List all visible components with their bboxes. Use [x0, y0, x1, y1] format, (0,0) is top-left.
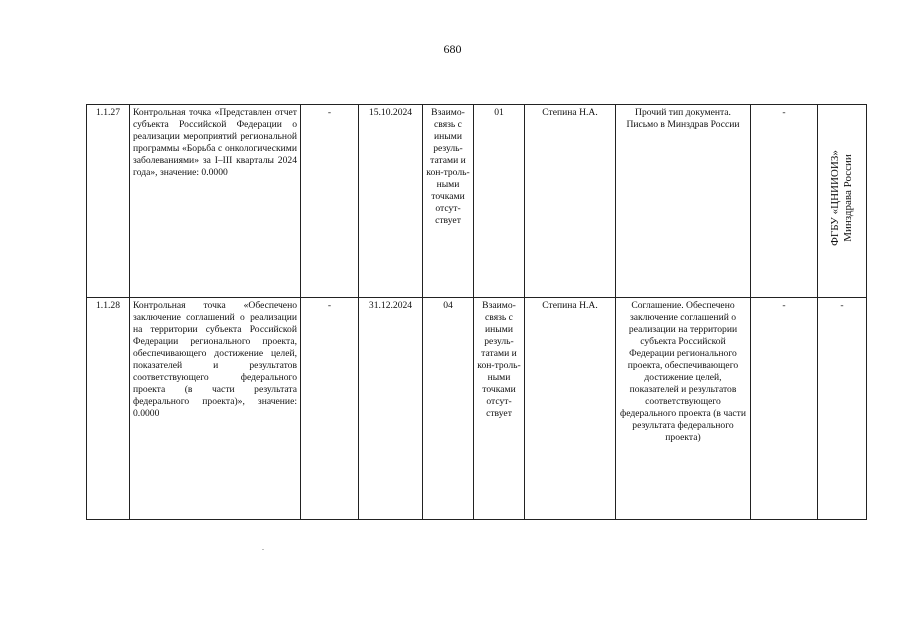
start-date: -: [301, 105, 359, 298]
organization-cell: -: [818, 298, 867, 520]
organization-cell: [818, 105, 867, 298]
page-number: 680: [443, 42, 462, 56]
control-point-code: 01: [474, 105, 525, 298]
document-type: Соглашение. Обеспечено заключение соглашений о реализации на территории субъекта Российской Федерации регионального проекта, обеспечивающего достижение целей, показателей и результатов соответствующего федерального проекта (в части результата федерального проекта): [616, 298, 751, 520]
row-number: 1.1.27: [87, 105, 130, 298]
start-date: -: [301, 298, 359, 520]
end-date: 31.12.2024: [359, 298, 423, 520]
organization-line-1: ФГБУ «ЦНИИОИЗ»: [829, 150, 841, 246]
row-number: 1.1.28: [87, 298, 130, 520]
control-point-name: Контрольная точка «Представлен отчет субъекта Российской Федерации о реализации мероприятий региональной программы «Борьба с онкологическими заболеваниями» за I–III кварталы 2024 года», значение: 0.0000: [130, 105, 301, 298]
control-point-name: Контрольная точка «Обеспечено заключение соглашений о реализации на территории субъекта Российской Федерации регионального проекта, обеспечивающего достижение целей, показателей и результатов соответствующего федерального проекта (в части результата федерального проекта)», значение: 0.0000: [130, 298, 301, 520]
responsible-person: Степина Н.А.: [525, 105, 616, 298]
relation-text: Взаимо-связь с иными резуль-татами и кон-троль-ными точками отсут-ствует: [423, 105, 474, 298]
control-point-code: 04: [423, 298, 474, 520]
end-date: 15.10.2024: [359, 105, 423, 298]
organization-vertical-text: [829, 123, 855, 273]
table-row: [87, 298, 867, 520]
organization-line-2: Минздрава России: [842, 154, 854, 242]
document-type: Прочий тип документа. Письмо в Минздрав России: [616, 105, 751, 298]
scan-artifact: [262, 549, 264, 550]
table-row: [87, 105, 867, 298]
relation-text: Взаимо-связь с иными резуль-татами и кон-троль-ными точками отсут-ствует: [474, 298, 525, 520]
extra-field: -: [751, 105, 818, 298]
responsible-person: Степина Н.А.: [525, 298, 616, 520]
control-points-table: [86, 104, 867, 520]
extra-field: -: [751, 298, 818, 520]
